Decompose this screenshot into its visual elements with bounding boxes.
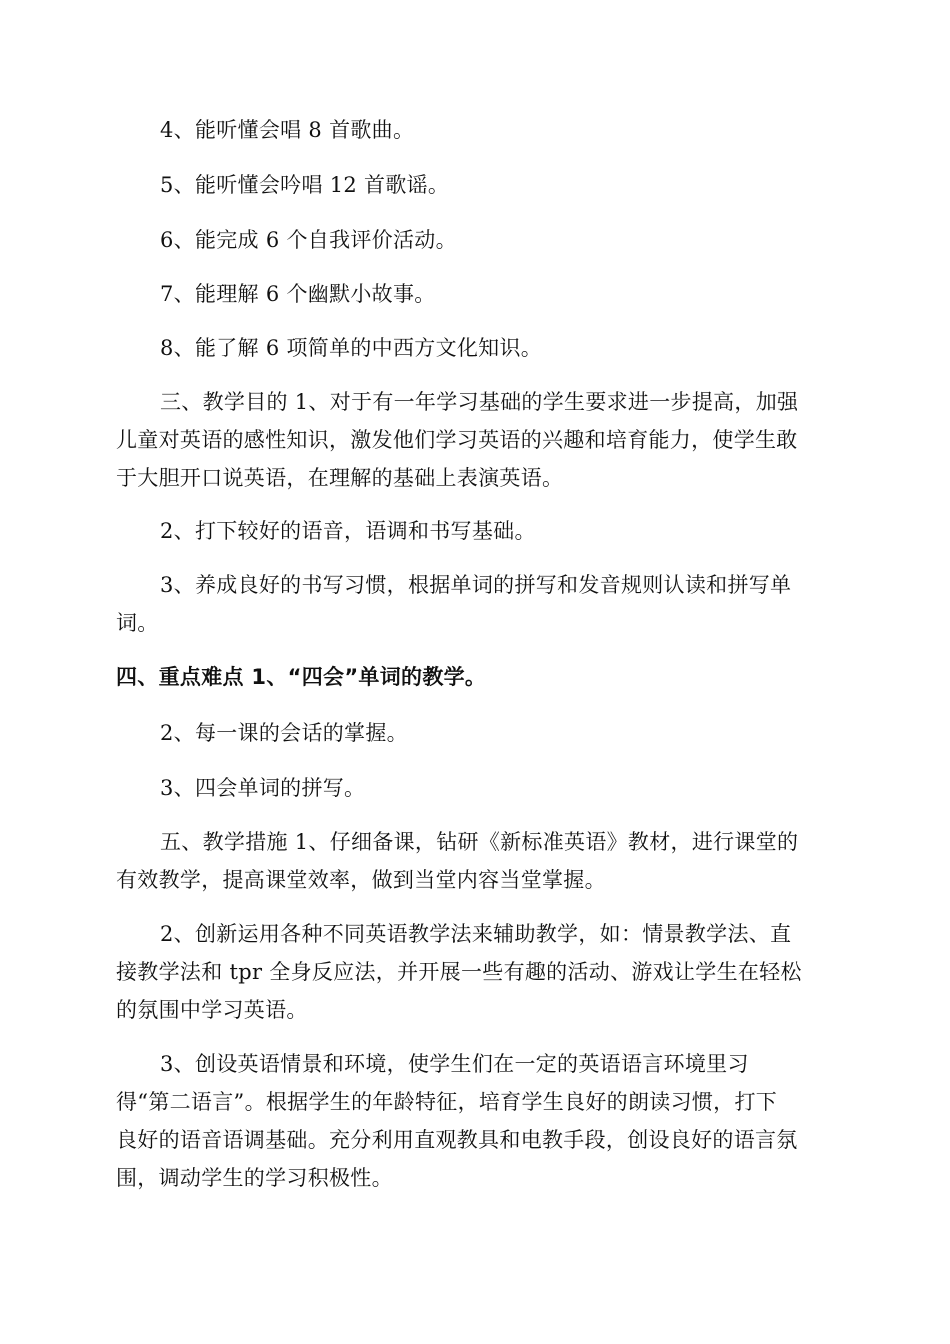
text-line: 良好的语音语调基础。充分利用直观教具和电教手段，创设良好的语言氛 [116, 1128, 798, 1152]
text-line: 5、能听懂会吟唱 12 首歌谣。 [160, 173, 450, 197]
text-line: 得“第二语言”。根据学生的年龄特征，培育学生良好的朗读习惯，打下 [116, 1090, 778, 1114]
text-line: 7、能理解 6 个幽默小故事。 [160, 282, 436, 306]
section-five-heading-line: 五、教学措施 1、仔细备课，钻研《新标准英语》教材，进行课堂的 [160, 830, 799, 854]
text-line: 围，调动学生的学习积极性。 [116, 1166, 393, 1190]
text-line: 有效教学，提高课堂效率，做到当堂内容当堂掌握。 [116, 868, 606, 892]
text-line: 2、创新运用各种不同英语教学法来辅助教学，如：情景教学法、直 [160, 922, 792, 946]
text-line: 3、养成良好的书写习惯，根据单词的拼写和发音规则认读和拼写单 [160, 573, 792, 597]
text-line: 词。 [116, 611, 159, 635]
text-line: 6、能完成 6 个自我评价活动。 [160, 228, 457, 252]
text-line: 2、打下较好的语音，语调和书写基础。 [160, 519, 536, 543]
text-line: 8、能了解 6 项简单的中西方文化知识。 [160, 336, 543, 360]
section-four-heading: 四、重点难点 1、“四会”单词的教学。 [116, 665, 487, 689]
text-line: 儿童对英语的感性知识，激发他们学习英语的兴趣和培育能力，使学生敢 [116, 428, 798, 452]
text-line: 的氛围中学习英语。 [116, 998, 308, 1022]
text-line: 4、能听懂会唱 8 首歌曲。 [160, 118, 415, 142]
text-line: 3、创设英语情景和环境，使学生们在一定的英语语言环境里习 [160, 1052, 749, 1076]
section-three-heading-line: 三、教学目的 1、对于有一年学习基础的学生要求进一步提高，加强 [160, 390, 799, 414]
text-line: 于大胆开口说英语，在理解的基础上表演英语。 [116, 466, 564, 490]
text-line: 3、四会单词的拼写。 [160, 776, 366, 800]
text-line: 2、每一课的会话的掌握。 [160, 721, 408, 745]
text-line: 接教学法和 tpr 全身反应法，并开展一些有趣的活动、游戏让学生在轻松 [116, 960, 802, 984]
